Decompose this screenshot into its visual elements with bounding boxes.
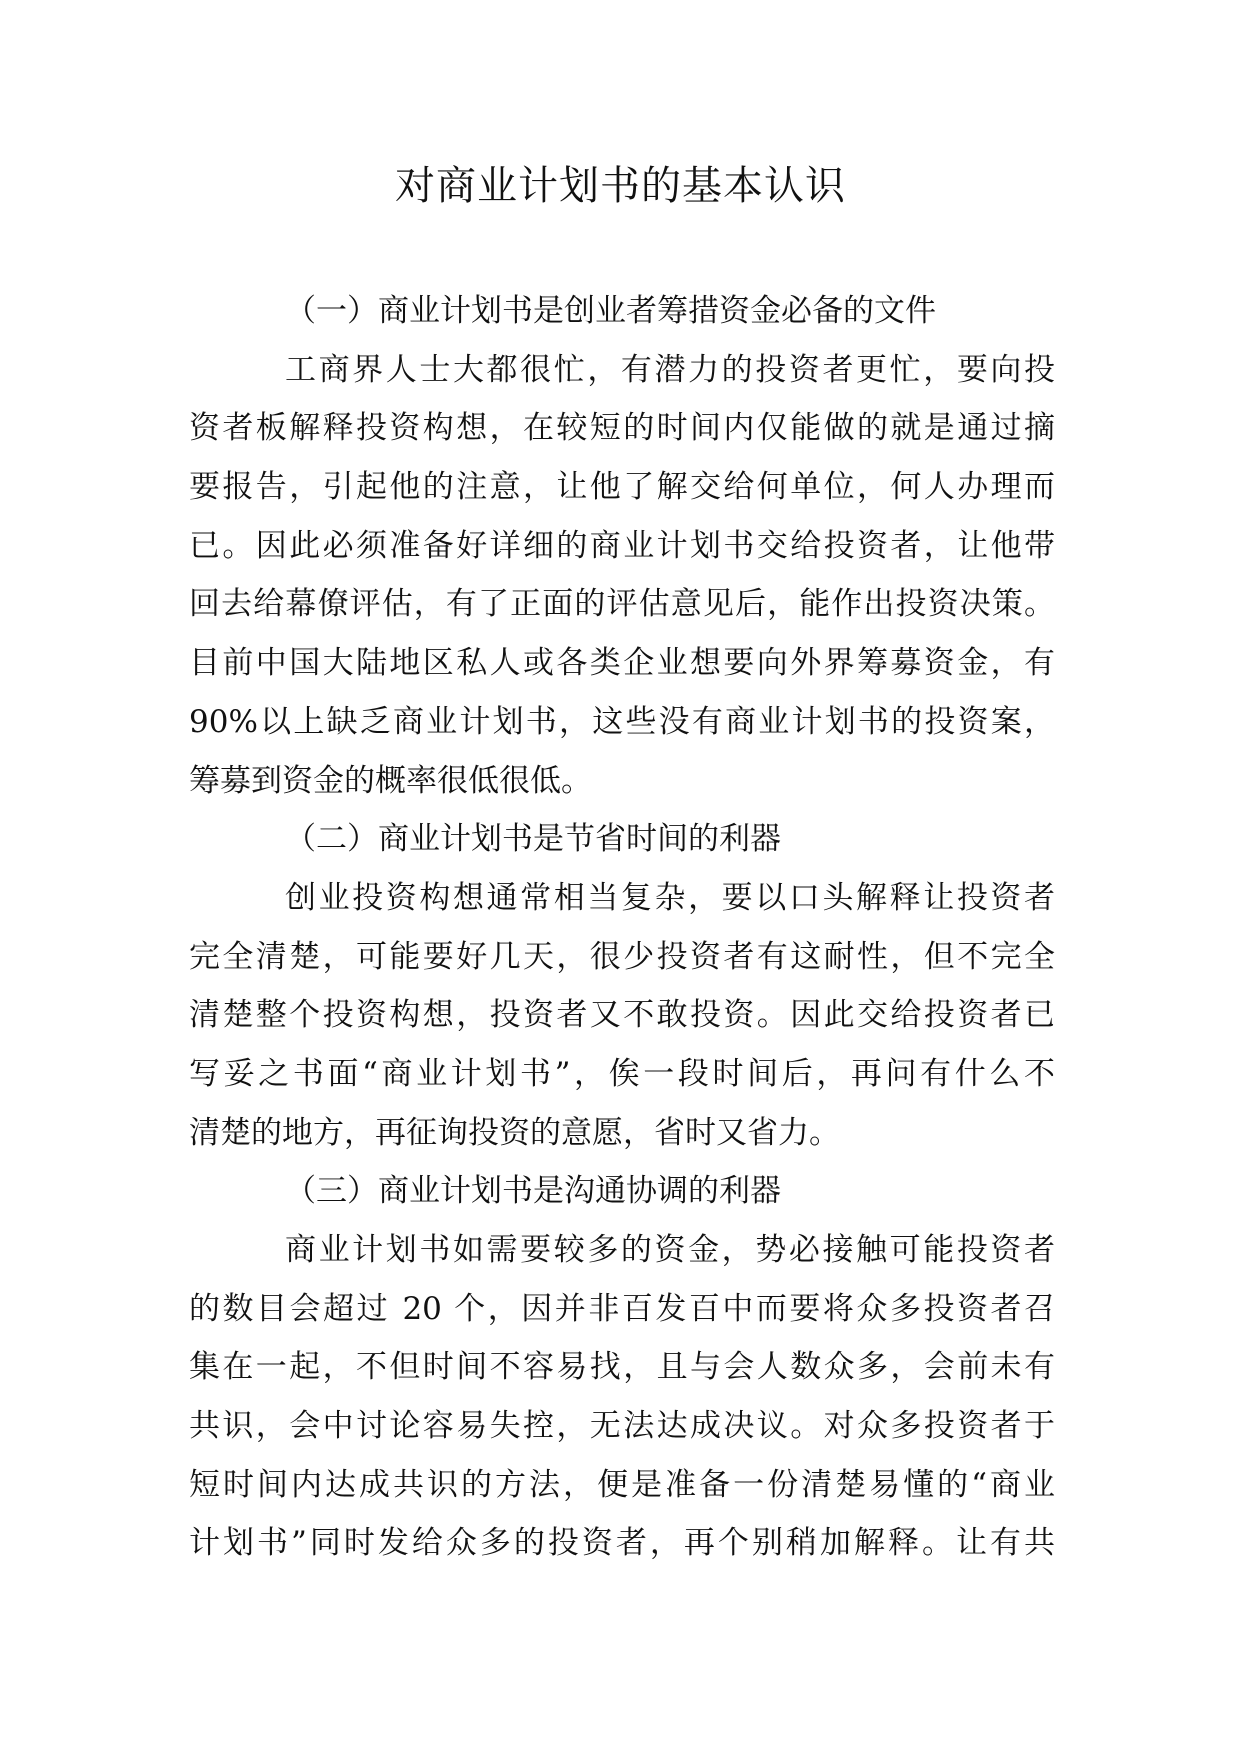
paragraph-line: 商业计划书如需要较多的资金，势必接触可能投资者 — [285, 1232, 1055, 1268]
paragraph-line: 短时间内达成共识的方法，便是准备一份清楚易懂的“商业 — [189, 1466, 1055, 1503]
paragraph-line: 筹募到资金的概率很低很低。 — [189, 762, 592, 799]
paragraph-line: 创业投资构想通常相当复杂，要以口头解释让投资者 — [285, 879, 1055, 916]
paragraph-line: 写妥之书面“商业计划书”，俟一段时间后，再问有什么不 — [189, 1055, 1055, 1092]
paragraph-line: 回去给幕僚评估，有了正面的评估意见后，能作出投资决策。 — [189, 586, 1055, 623]
section-heading-2: （二）商业计划书是节省时间的利器 — [285, 821, 781, 858]
paragraph-line: 共识，会中讨论容易失控，无法达成决议。对众多投资者于 — [189, 1408, 1055, 1445]
document-body — [189, 282, 1055, 1573]
paragraph-line: 90%以上缺乏商业计划书，这些没有商业计划书的投资案， — [189, 703, 1055, 740]
paragraph-line: 的数目会超过 20 个，因并非百发百中而要将众多投资者召 — [189, 1290, 1055, 1327]
document-title: 对商业计划书的基本认识 — [395, 163, 846, 209]
section-heading-1: （一）商业计划书是创业者筹措资金必备的文件 — [285, 293, 936, 329]
paragraph-line: 已。因此必须准备好详细的商业计划书交给投资者，让他带 — [189, 527, 1055, 564]
paragraph-line: 清楚的地方，再征询投资的意愿，省时又省力。 — [189, 1114, 840, 1151]
paragraph-line: 目前中国大陆地区私人或各类企业想要向外界筹募资金，有 — [189, 645, 1055, 682]
paragraph-line: 集在一起，不但时间不容易找，且与会人数众多，会前未有 — [189, 1349, 1055, 1386]
paragraph-line: 完全清楚，可能要好几天，很少投资者有这耐性，但不完全 — [189, 938, 1055, 975]
paragraph-line: 清楚整个投资构想，投资者又不敢投资。因此交给投资者已 — [189, 997, 1055, 1034]
paragraph-line: 资者板解释投资构想，在较短的时间内仅能做的就是通过摘 — [189, 410, 1055, 447]
section-heading-3: （三）商业计划书是沟通协调的利器 — [285, 1173, 781, 1210]
paragraph-line: 计划书”同时发给众多的投资者，再个别稍加解释。让有共 — [189, 1525, 1055, 1562]
paragraph-line: 工商界人士大都很忙，有潜力的投资者更忙，要向投 — [285, 351, 1055, 388]
paragraph-line: 要报告，引起他的注意，让他了解交给何单位，何人办理而 — [189, 469, 1055, 506]
